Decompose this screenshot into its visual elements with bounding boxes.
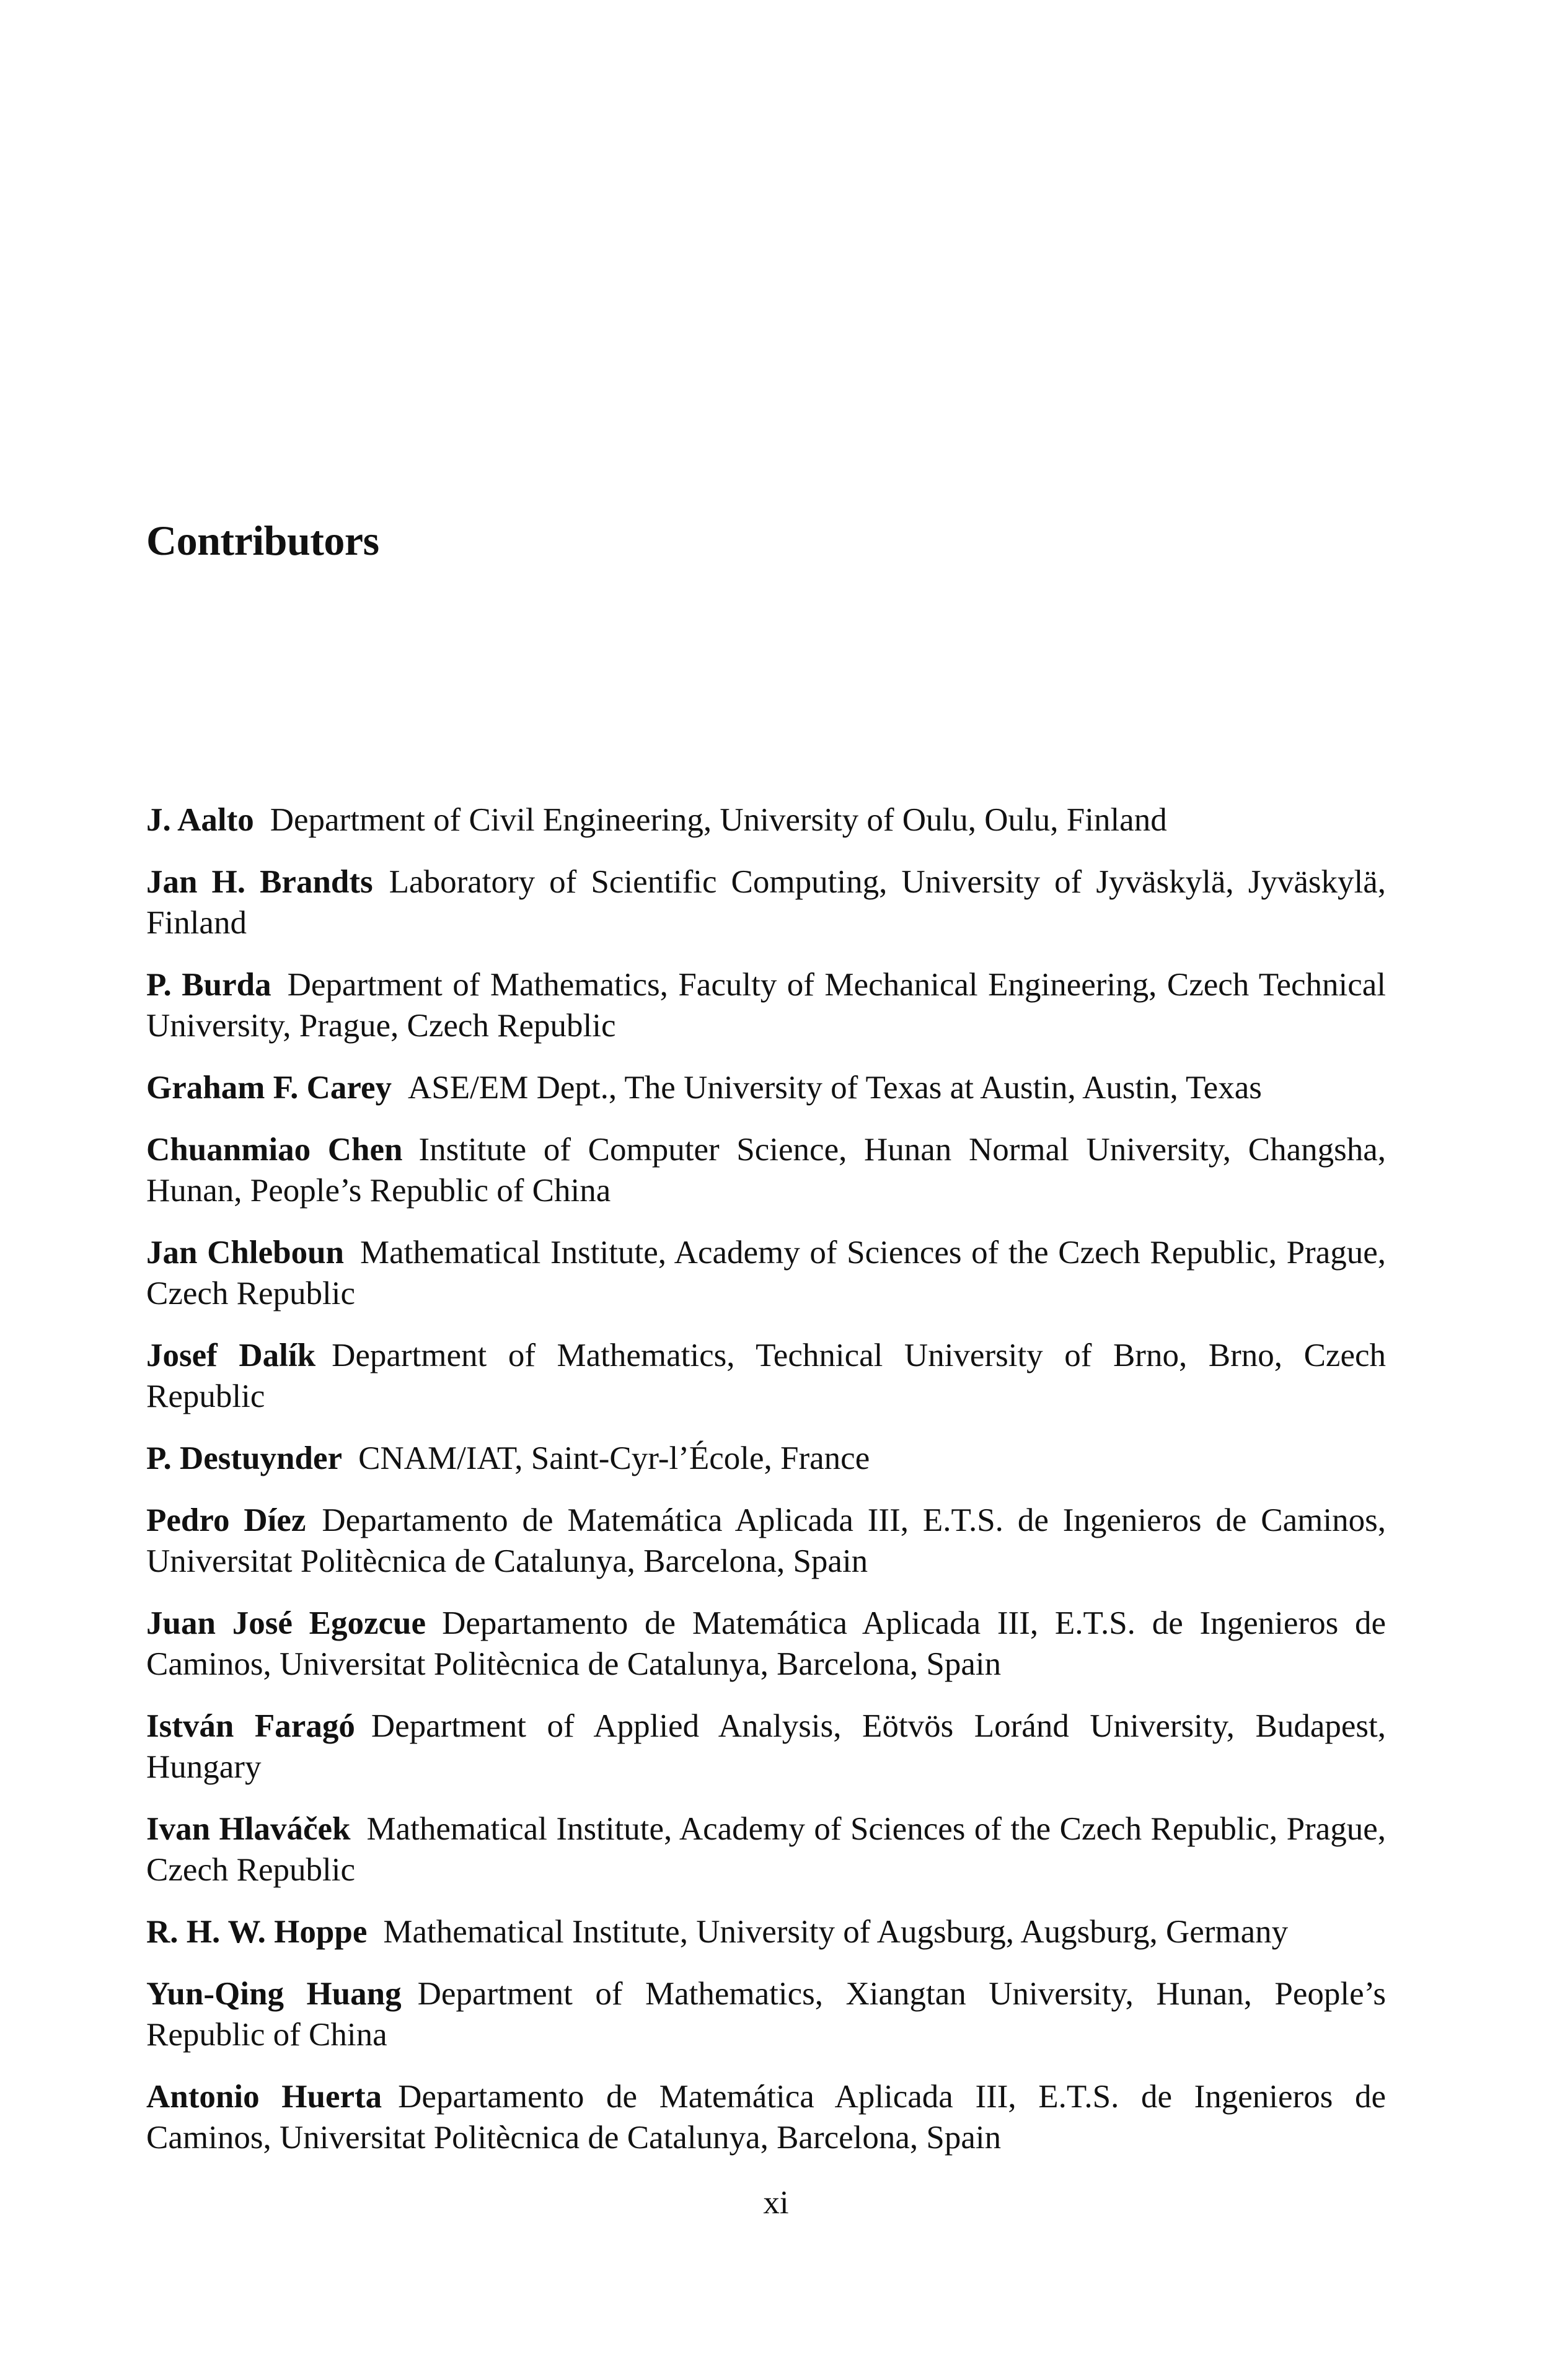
contributor-name: Ivan Hlaváček	[146, 1811, 351, 1847]
contributor-name: P. Burda	[146, 967, 271, 1003]
contributor-entry	[146, 1438, 1386, 1479]
contributor-name: István Faragó	[146, 1708, 355, 1744]
contributor-name: Jan Chleboun	[146, 1235, 345, 1271]
contributor-affiliation: CNAM/IAT, Saint-Cyr-l’École, France	[358, 1440, 870, 1476]
contributor-affiliation: Departamento de Matemática Aplicada III, E.T.S. de Ingenieros de Caminos, Universitat Politècnica de Catalunya, Barcelona, Spain	[146, 1502, 1386, 1579]
contributor-name: Yun-Qing Huang	[146, 1976, 402, 2012]
contributor-name: Juan José Egozcue	[146, 1605, 426, 1641]
contributor-entry	[146, 800, 1386, 840]
contributor-name: Antonio Huerta	[146, 2079, 382, 2115]
contributor-entry	[146, 1809, 1386, 1890]
contributor-entry	[146, 2076, 1386, 2158]
page-title: Contributors	[146, 517, 379, 564]
contributor-affiliation: Laboratory of Scientific Computing, University of Jyväskylä, Jyväskylä, Finland	[146, 864, 1386, 941]
contributor-name: Pedro Díez	[146, 1502, 306, 1538]
contributor-affiliation: Department of Civil Engineering, University of Oulu, Oulu, Finland	[270, 802, 1167, 838]
contributor-affiliation: Mathematical Institute, Academy of Sciences of the Czech Republic, Prague, Czech Republic	[146, 1811, 1386, 1888]
contributor-entry	[146, 1335, 1386, 1417]
contributor-entry	[146, 1706, 1386, 1787]
contributor-affiliation: Departamento de Matemática Aplicada III, E.T.S. de Ingenieros de Caminos, Universitat Politècnica de Catalunya, Barcelona, Spain	[146, 2079, 1386, 2156]
contributor-name: R. H. W. Hoppe	[146, 1914, 368, 1950]
contributor-entry	[146, 1232, 1386, 1314]
contributor-name: J. Aalto	[146, 802, 254, 838]
contributor-affiliation: Mathematical Institute, University of Augsburg, Augsburg, Germany	[383, 1914, 1289, 1950]
contributor-entry	[146, 1911, 1386, 1952]
contributor-entry	[146, 1500, 1386, 1582]
contributor-name: Chuanmiao Chen	[146, 1132, 403, 1168]
contributor-name: Graham F. Carey	[146, 1070, 392, 1106]
contributor-name: Jan H. Brandts	[146, 864, 373, 900]
page-number: xi	[763, 2185, 789, 2221]
contributor-affiliation: Department of Mathematics, Technical University of Brno, Brno, Czech Republic	[146, 1338, 1387, 1414]
contributor-name: Josef Dalík	[146, 1338, 316, 1373]
contributor-entry	[146, 1603, 1386, 1685]
contributor-affiliation: Department of Applied Analysis, Eötvös Loránd University, Budapest, Hungary	[146, 1708, 1386, 1785]
contributor-affiliation: Mathematical Institute, Academy of Sciences of the Czech Republic, Prague, Czech Republic	[146, 1235, 1386, 1311]
contributor-entry	[146, 1129, 1386, 1211]
contributor-name: P. Destuynder	[146, 1440, 343, 1476]
contributor-affiliation: ASE/EM Dept., The University of Texas at Austin, Austin, Texas	[408, 1070, 1262, 1106]
contributor-affiliation: Department of Mathematics, Faculty of Mechanical Engineering, Czech Technical University, Prague, Czech Republic	[146, 967, 1387, 1044]
contributor-affiliation: Institute of Computer Science, Hunan Normal University, Changsha, Hunan, People’s Republic of China	[146, 1132, 1386, 1209]
contributor-affiliation: Departamento de Matemática Aplicada III, E.T.S. de Ingenieros de Caminos, Universitat Politècnica de Catalunya, Barcelona, Spain	[146, 1605, 1386, 1682]
contributor-affiliation: Department of Mathematics, Xiangtan University, Hunan, People’s Republic of China	[146, 1976, 1387, 2053]
contributor-entry	[146, 964, 1386, 1046]
contributor-list	[146, 800, 1386, 2179]
contributor-entry	[146, 1973, 1386, 2055]
contributor-entry	[146, 1067, 1386, 1108]
contributor-entry	[146, 862, 1386, 943]
